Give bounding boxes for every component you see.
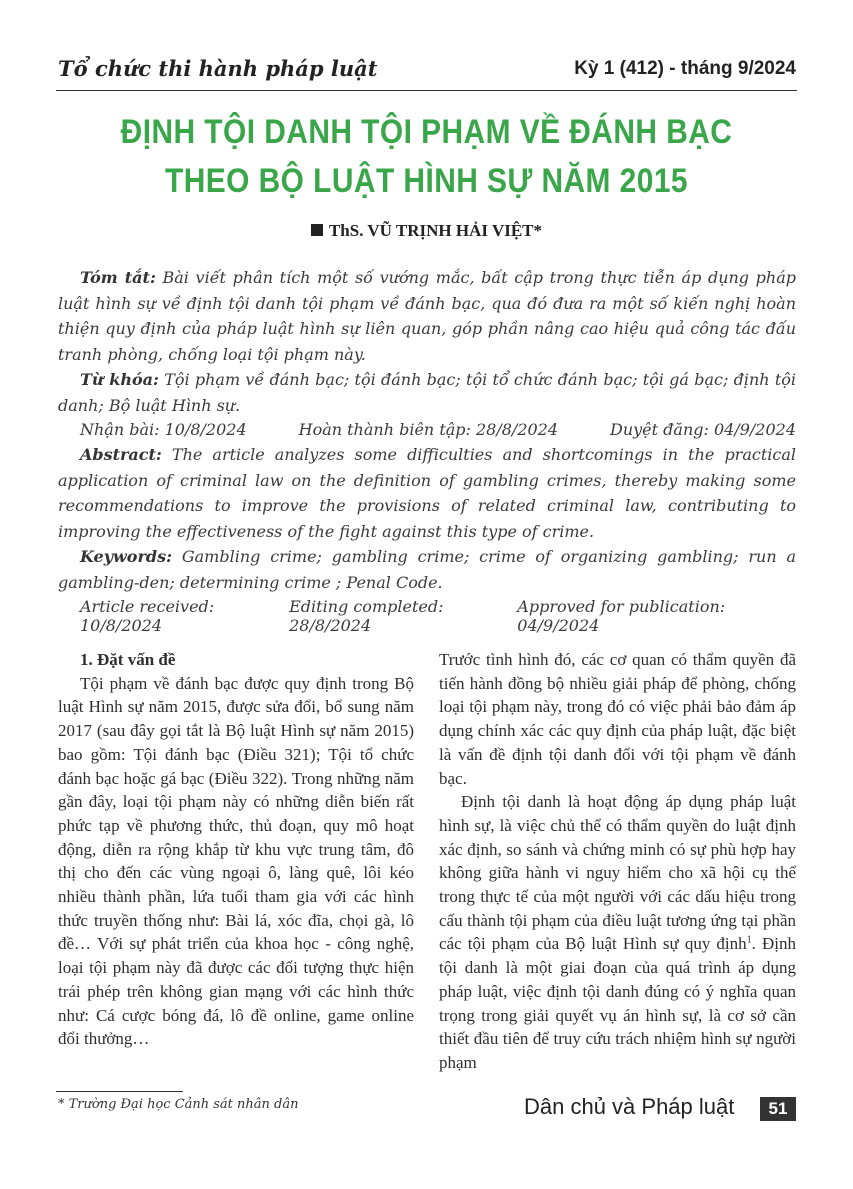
edited-date-vi: Hoàn thành biên tập: 28/8/2024 bbox=[298, 420, 559, 439]
abstract-vi-label: Tóm tắt: bbox=[80, 268, 156, 287]
keywords-en-label: Keywords: bbox=[80, 547, 173, 566]
section-heading: 1. Đặt vấn đề bbox=[80, 650, 176, 669]
abstract-en bbox=[58, 442, 796, 544]
approved-date-en: Approved for publication: 04/9/2024 bbox=[517, 597, 726, 635]
author-name: ThS. VŨ TRỊNH HẢI VIỆT* bbox=[328, 221, 543, 240]
section-title: Tổ chức thi hành pháp luật bbox=[58, 56, 378, 81]
magazine-name: Dân chủ và Pháp luật bbox=[524, 1094, 735, 1119]
article-title-line1: ĐỊNH TỘI DANH TỘI PHẠM VỀ ĐÁNH BẠC bbox=[120, 113, 733, 151]
keywords-vi bbox=[58, 367, 796, 418]
page-number: 51 bbox=[760, 1097, 796, 1121]
square-bullet-icon bbox=[311, 224, 323, 236]
abstract-en-label: Abstract: bbox=[80, 445, 162, 464]
approved-date-vi: Duyệt đăng: 04/9/2024 bbox=[610, 420, 796, 439]
abstract-en-text: The article analyzes some difficulties and shortcomings in the practical application of criminal law on the definition of gambling crimes, thereby making some recommendations to improve the provisions of related criminal law, contributing to improving the effectiveness of the fight against this type of crime. bbox=[58, 445, 796, 541]
keywords-vi-text: Tội phạm về đánh bạc; tội đánh bạc; tội tổ chức đánh bạc; tội gá bạc; định tội danh; Bộ luật Hình sự. bbox=[58, 370, 797, 415]
article-title-line2: THEO BỘ LUẬT HÌNH SỰ NĂM 2015 bbox=[164, 162, 688, 200]
paragraph: Trước tình hình đó, các cơ quan có thẩm quyền đã tiến hành đồng bộ nhiều giải pháp để phòng, chống loại tội phạm này, trong đó có việc phải bảo đảm áp dụng chính xác các quy định của pháp luật, đặc biệt là vấn đề định tội danh đối với tội phạm về đánh bạc. bbox=[439, 650, 796, 788]
author-affiliation-footnote: * Trường Đại học Cảnh sát nhân dân bbox=[58, 1097, 299, 1112]
received-date-en: Article received: 10/8/2024 bbox=[80, 597, 215, 635]
abstract-vi-text: Bài viết phân tích một số vướng mắc, bất cập trong thực tiễn áp dụng pháp luật hình sự về định tội danh tội phạm về đánh bạc, qua đó đưa ra một số kiến nghị hoàn thiện quy định của pháp luật hình sự liên quan, góp phần nâng cao hiệu quả công tác đấu tranh phòng, chống loại tội phạm này. bbox=[58, 268, 797, 364]
dates-en bbox=[80, 597, 796, 635]
abstract-vi bbox=[58, 265, 796, 367]
paragraph-text-b: . Định tội danh là một giai đoạn của quá trình áp dụng pháp luật, việc định tội danh đúng có ý nghĩa quan trọng trong giải quyết vụ án hình sự, là cơ sở cần thiết đầu tiên để truy cứu trách nhiệm hình sự người phạm bbox=[439, 934, 796, 1072]
keywords-en bbox=[58, 544, 796, 595]
header-divider bbox=[56, 90, 797, 91]
body-right-column bbox=[439, 648, 796, 1075]
author-line bbox=[0, 221, 853, 241]
footnote-divider bbox=[56, 1091, 183, 1092]
keywords-en-text: Gambling crime; gambling crime; crime of organizing gambling; run a gambling-den; determining crime ; Penal Code. bbox=[58, 547, 796, 592]
paragraph: Tội phạm về đánh bạc được quy định trong Bộ luật Hình sự năm 2015, được sửa đổi, bổ sung năm 2017 (sau đây gọi tắt là Bộ luật Hình sự năm 2015) bao gồm: Tội đánh bạc (Điều 321); Tội tổ chức đánh bạc hoặc gá bạc (Điều 322). Trong những năm gần đây, loại tội phạm này có những diễn biến rất phức tạp về phương thức, thủ đoạn, quy mô hoạt động, diễn ra rộng khắp từ khu vực trung tâm, đô thị cho đến các vùng ngoại ô, làng quê, lôi kéo nhiều thành phần, lứa tuổi tham gia với các hình thức truyền thống như: Bài lá, xóc đĩa, chọi gà, lô đề… Với sự phát triển của khoa học - công nghệ, loại tội phạm này đã được các đối tượng thực hiện trái phép trên không gian mạng với các hình thức như: Cá cược bóng đá, lô đề online, game online đổi thưởng… bbox=[58, 673, 414, 1049]
paragraph bbox=[439, 790, 796, 1074]
edited-date-en: Editing completed: 28/8/2024 bbox=[289, 597, 444, 635]
paragraph-text-a: Định tội danh là hoạt động áp dụng pháp luật hình sự, là việc chủ thể có thẩm quyền do luật định xác định, so sánh và chứng minh có sự phù hợp hay không giữa hành vi nguy hiểm cho xã hội cụ thể trong thực tế của một người với các dấu hiệu trong cấu thành tội phạm của điều luật tương ứng tại phần các tội phạm của Bộ luật Hình sự quy định bbox=[439, 792, 796, 954]
body-left-column bbox=[58, 648, 414, 1051]
footnote-ref: 1 bbox=[746, 934, 752, 946]
issue-info: Kỳ 1 (412) - tháng 9/2024 bbox=[574, 58, 796, 79]
dates-vi bbox=[80, 420, 796, 439]
keywords-vi-label: Từ khóa: bbox=[80, 370, 159, 389]
received-date-vi: Nhận bài: 10/8/2024 bbox=[80, 420, 247, 439]
